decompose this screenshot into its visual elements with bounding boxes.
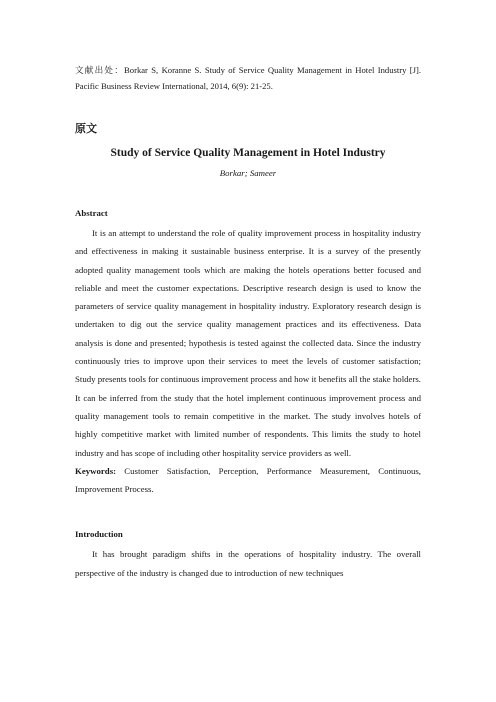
keywords-line bbox=[75, 462, 421, 499]
section-label: 原文 bbox=[75, 123, 97, 135]
document-page bbox=[75, 63, 421, 582]
citation: 文献出处：Borkar S, Koranne S. Study of Service Quality Management in Hotel Industry [J]. Pacific Business Review International, 2014, 6(9): 21-25. bbox=[75, 65, 421, 91]
introduction-text: It has brought paradigm shifts in the operations of hospitality industry. The overall perspective of the industry is changed due to introduction of new techniques bbox=[75, 549, 421, 578]
abstract-heading: Abstract bbox=[75, 208, 108, 218]
keywords-text: Customer Satisfaction, Perception, Performance Measurement, Continuous, Improvement Process. bbox=[75, 465, 421, 495]
paper-title: Study of Service Quality Management in Hotel Industry bbox=[110, 147, 386, 159]
introduction-heading: Introduction bbox=[75, 529, 123, 540]
keywords-label: Keywords: bbox=[75, 465, 117, 476]
author-line: Borkar; Sameer bbox=[219, 168, 277, 178]
abstract-text: It is an attempt to understand the role of quality improvement process in hospitality industry and effectiveness in making it sustainable business enterprise. It is a survey of the presently adopted quality management tools which are making the hotels operations better focused and reliable and meet the customer expectations. Descriptive research design is used to know the parameters of service quality management in hospitality industry. Exploratory research design is undertaken to dig out the service quality management practices and its effectiveness. Data analysis is done and presented; hypothesis is tested against the collected data. Since the industry continuously tries to improve upon their services to meet the levels of customer satisfaction; Study presents tools for continuous improvement process and how it benefits all the stake holders. It can be inferred from the study that the hotel implement continuous improvement process and quality management tools to remain competitive in the market. The study involves hotels of highly competitive market with limited number of respondents. This limits the study to hotel industry and has scope of including other hospitality service providers as well. bbox=[75, 228, 421, 458]
